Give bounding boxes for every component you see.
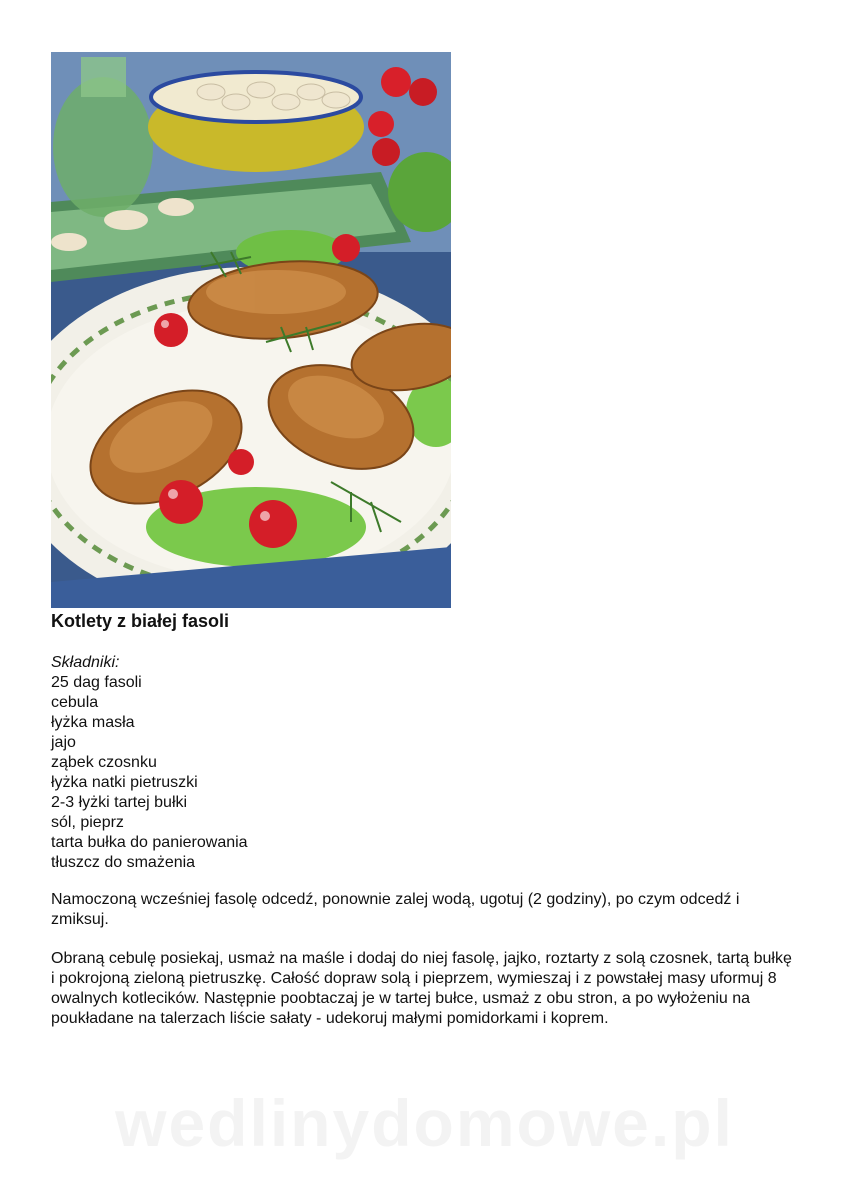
instructions-paragraph: Namoczoną wcześniej fasolę odcedź, ponownie zalej wodą, ugotuj (2 godziny), po czym odcedź i zmiksuj. [51,891,740,928]
recipe-title: Kotlety z białej fasoli [51,611,230,631]
ingredient-item: łyżka masła [51,714,135,731]
ingredient-item: sól, pieprz [51,814,124,831]
recipe-photo [51,52,451,608]
ingredients-section [51,653,248,873]
ingredient-item: 25 dag fasoli [51,674,142,691]
ingredient-item: ząbek czosnku [51,754,157,771]
ingredient-item: 2-3 łyżki tartej bułki [51,794,188,811]
watermark: wedlinydomowe.pl [115,1086,734,1160]
ingredient-item: cebula [51,694,99,711]
ingredients-label: Składniki: [51,654,120,671]
ingredient-item: tarta bułka do panierowania [51,834,248,851]
recipe-photo-illustration [51,52,451,608]
instructions-paragraph: Obraną cebulę posiekaj, usmaż na maśle i dodaj do niej fasolę, jajko, roztarty z solą czosnek, tartą bułkę i pokrojoną zieloną pietruszkę. Całość dopraw solą i pieprzem, wymieszaj i z powstałej masy uformuj 8 owalnych kotlecików. Następnie poobtaczaj je w tartej bułce, usmaż z obu stron, a po wyłożeniu na poukładane na talerzach liście sałaty - udekoruj małymi pomidorkami i koprem. [51,950,792,1027]
ingredient-item: jajo [51,734,76,751]
ingredient-item: tłuszcz do smażenia [51,854,196,871]
ingredients-list [51,673,248,873]
ingredient-item: łyżka natki pietruszki [51,774,198,791]
